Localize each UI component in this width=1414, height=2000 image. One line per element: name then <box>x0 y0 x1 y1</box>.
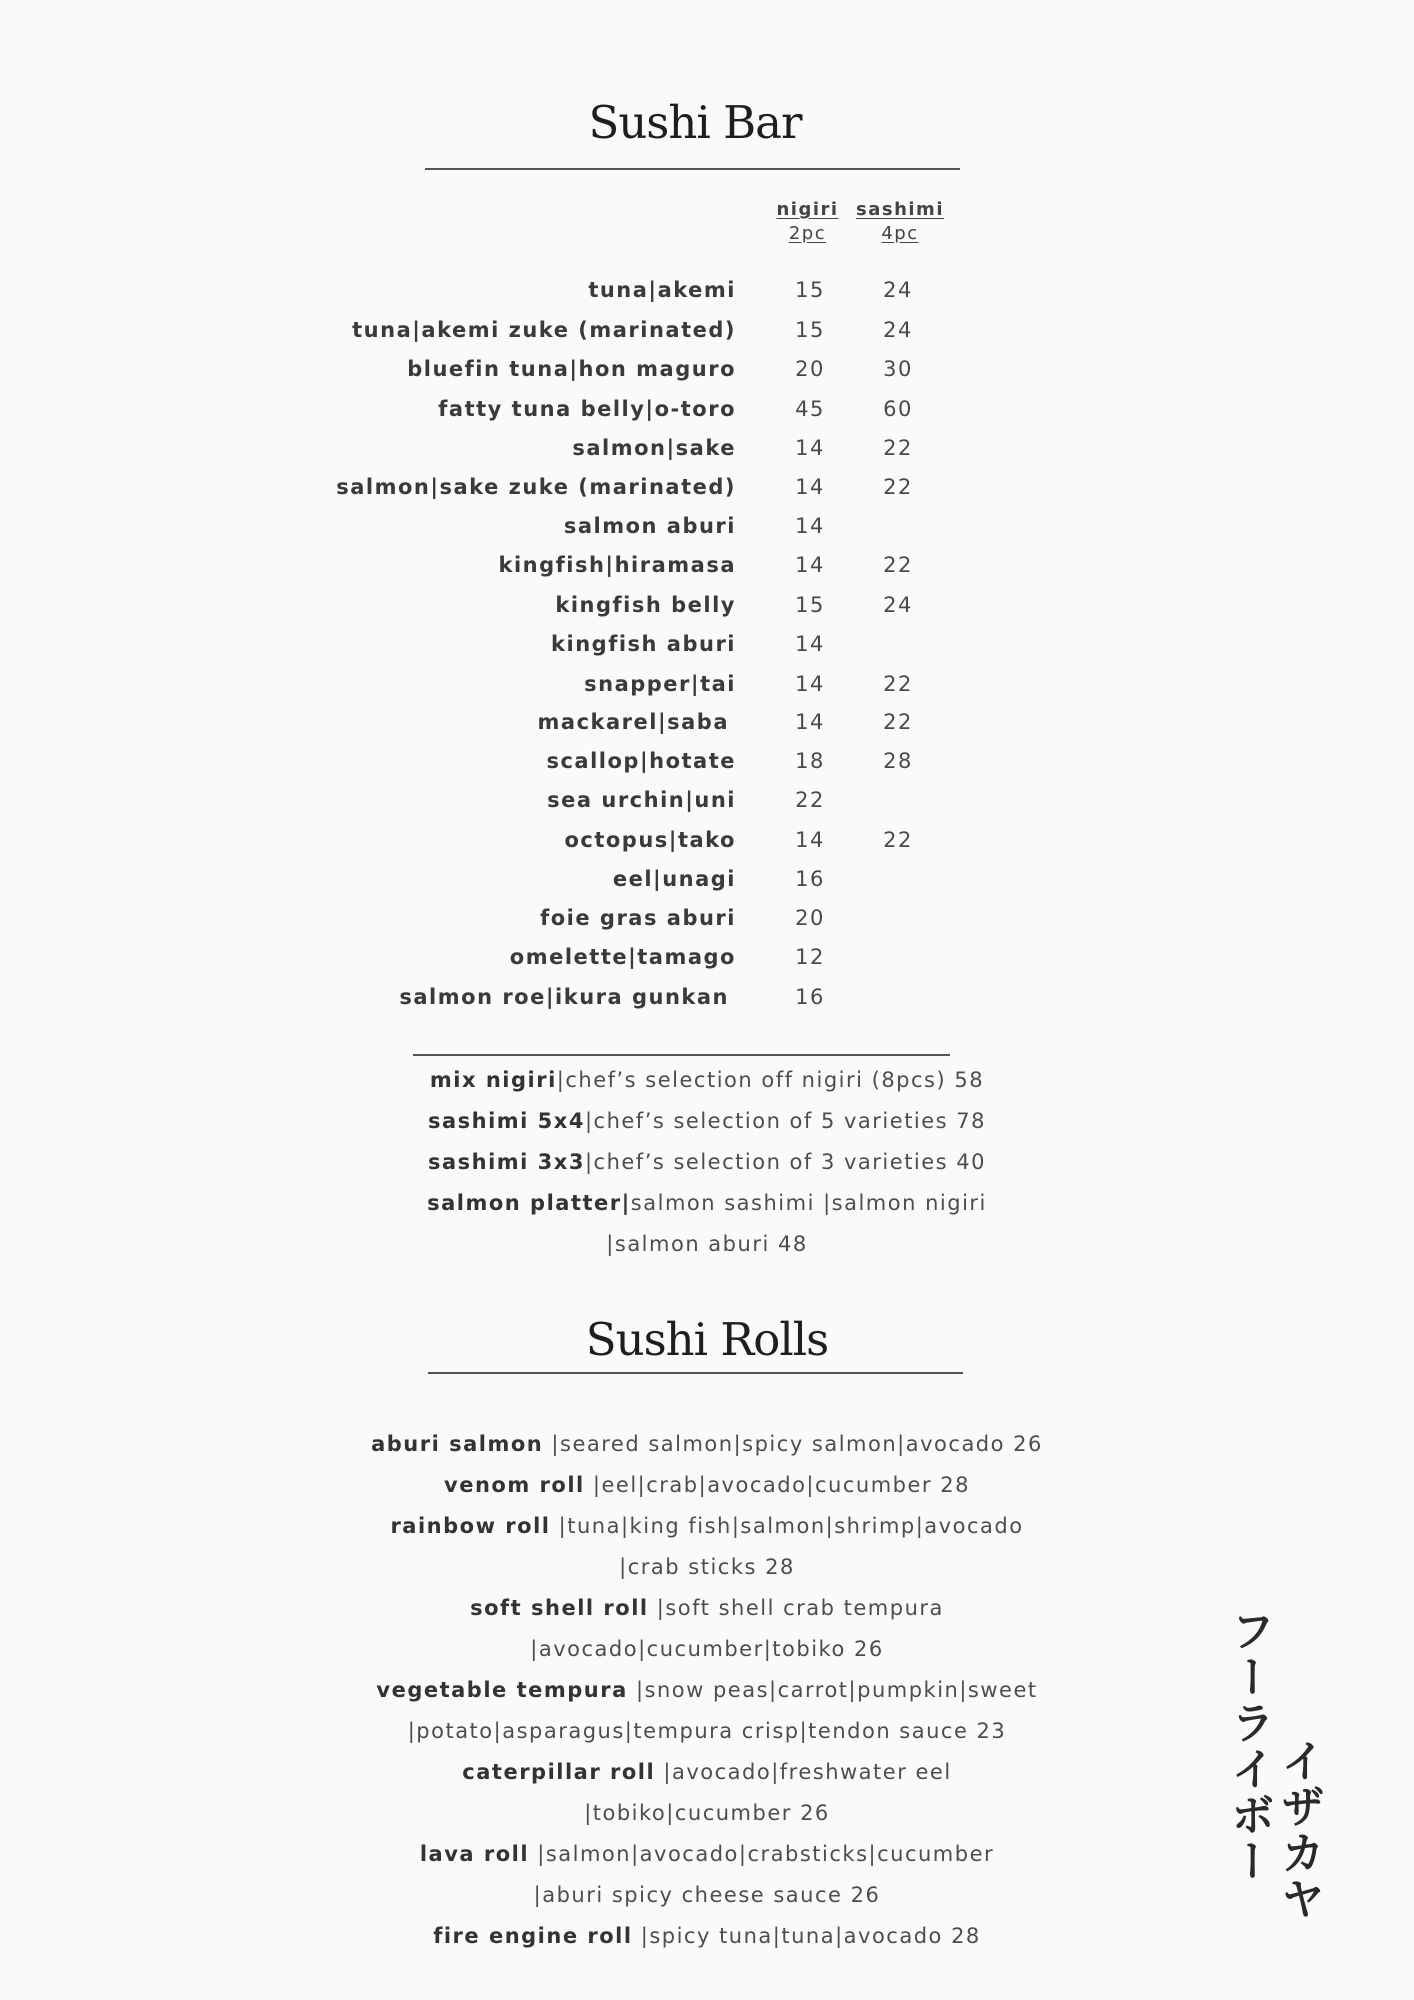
menu-row <box>0 436 1414 466</box>
roll-line <box>0 1432 1414 1456</box>
platter-desc: |chef’s selection of 5 varieties 78 <box>584 1109 987 1133</box>
nigiri-price: 15 <box>795 318 825 342</box>
sashimi-price: 22 <box>883 475 913 499</box>
platter-line <box>0 1150 1414 1174</box>
nigiri-price: 15 <box>795 593 825 617</box>
roll-desc: |salmon|avocado|crabsticks|cucumber <box>529 1842 995 1866</box>
item-name: foie gras aburi <box>540 906 736 930</box>
menu-row <box>0 397 1414 427</box>
platter-name: salmon platter| <box>427 1191 631 1215</box>
nigiri-price: 18 <box>795 749 825 773</box>
item-name: sea urchin|uni <box>547 788 736 812</box>
roll-name: soft shell roll <box>470 1596 649 1620</box>
nigiri-price: 14 <box>795 828 825 852</box>
menu-row <box>0 475 1414 505</box>
roll-name: aburi salmon <box>371 1432 544 1456</box>
nigiri-price: 22 <box>795 788 825 812</box>
roll-line <box>0 1842 1414 1866</box>
item-name: salmon|sake <box>572 436 736 460</box>
roll-name: lava roll <box>419 1842 530 1866</box>
platter-name: sashimi 3x3 <box>427 1150 585 1174</box>
platter-desc: salmon sashimi |salmon nigiri <box>630 1191 987 1215</box>
nigiri-price: 16 <box>795 985 825 1009</box>
roll-name: fire engine roll <box>433 1924 633 1948</box>
nigiri-price: 12 <box>795 945 825 969</box>
platter-line <box>0 1232 1414 1256</box>
sushi-rolls-title: Sushi Rolls <box>585 1313 829 1366</box>
roll-line <box>0 1678 1414 1702</box>
item-name: snapper|tai <box>584 672 736 696</box>
menu-row <box>0 593 1414 623</box>
roll-name: venom roll <box>444 1473 585 1497</box>
menu-row <box>0 318 1414 348</box>
platters-divider <box>413 1054 950 1056</box>
roll-line <box>0 1719 1414 1743</box>
nigiri-price: 14 <box>795 436 825 460</box>
sashimi-price: 30 <box>883 357 913 381</box>
menu-row <box>0 945 1414 975</box>
menu-row <box>0 357 1414 387</box>
roll-name: caterpillar roll <box>462 1760 656 1784</box>
item-name: octopus|tako <box>564 828 736 852</box>
menu-row <box>0 514 1414 544</box>
roll-desc: |soft shell crab tempura <box>648 1596 944 1620</box>
sushi-bar-title: Sushi Bar <box>588 96 802 149</box>
roll-desc: |potato|asparagus|tempura crisp|tendon sauce 23 <box>407 1719 1007 1743</box>
nigiri-label: nigiri <box>776 199 839 220</box>
menu-row <box>0 632 1414 662</box>
item-name: bluefin tuna|hon maguro <box>407 357 736 381</box>
menu-row <box>0 749 1414 779</box>
sashimi-price: 22 <box>883 672 913 696</box>
item-name: salmon roe|ikura gunkan <box>399 985 729 1009</box>
roll-desc: |snow peas|carrot|pumpkin|sweet <box>627 1678 1038 1702</box>
item-name: tuna|akemi <box>588 278 736 302</box>
item-name: mackarel|saba <box>537 710 729 734</box>
roll-desc: |eel|crab|avocado|cucumber 28 <box>584 1473 970 1497</box>
sashimi-qty-label: 4pc <box>881 223 919 244</box>
item-name: eel|unagi <box>612 867 736 891</box>
item-name: fatty tuna belly|o-toro <box>438 397 736 421</box>
roll-line <box>0 1637 1414 1661</box>
roll-desc: |tuna|king fish|salmon|shrimp|avocado <box>550 1514 1024 1538</box>
roll-line <box>0 1596 1414 1620</box>
menu-row <box>0 985 1414 1015</box>
roll-line <box>0 1514 1414 1538</box>
sashimi-label: sashimi <box>856 199 944 220</box>
roll-line <box>0 1555 1414 1579</box>
menu-row <box>0 553 1414 583</box>
roll-desc: |seared salmon|spicy salmon|avocado 26 <box>543 1432 1043 1456</box>
nigiri-price: 14 <box>795 672 825 696</box>
nigiri-qty-label: 2pc <box>788 223 827 244</box>
item-name: omelette|tamago <box>509 945 736 969</box>
sushi-bar-title-rule <box>425 168 960 170</box>
menu-row <box>0 710 1414 740</box>
roll-line <box>0 1473 1414 1497</box>
roll-desc: |avocado|cucumber|tobiko 26 <box>530 1637 884 1661</box>
menu-row <box>0 828 1414 858</box>
roll-line <box>0 1924 1414 1948</box>
nigiri-price: 14 <box>795 553 825 577</box>
sashimi-price: 22 <box>883 553 913 577</box>
platter-desc: |salmon aburi 48 <box>606 1232 808 1256</box>
item-name: salmon aburi <box>563 514 736 538</box>
nigiri-price: 20 <box>795 906 825 930</box>
nigiri-price: 14 <box>795 632 825 656</box>
sashimi-price: 24 <box>883 593 913 617</box>
sushi-rolls-title-rule <box>428 1372 963 1374</box>
sashimi-column-header <box>855 199 945 244</box>
nigiri-price: 14 <box>795 475 825 499</box>
sashimi-price: 22 <box>883 828 913 852</box>
platter-line <box>0 1191 1414 1215</box>
platter-line <box>0 1068 1414 1092</box>
menu-row <box>0 867 1414 897</box>
menu-row <box>0 788 1414 818</box>
vertical-japanese-izakaya: イザカヤ <box>1273 1738 1324 1922</box>
nigiri-price: 45 <box>795 397 825 421</box>
item-name: tuna|akemi zuke (marinated) <box>352 318 736 342</box>
sashimi-price: 22 <box>883 436 913 460</box>
platter-name: mix nigiri <box>429 1068 557 1092</box>
roll-desc: |spicy tuna|tuna|avocado 28 <box>632 1924 981 1948</box>
item-name: kingfish aburi <box>551 632 736 656</box>
nigiri-price: 20 <box>795 357 825 381</box>
nigiri-price: 14 <box>795 514 825 538</box>
roll-name: rainbow roll <box>390 1514 551 1538</box>
platter-desc: |chef’s selection off nigiri (8pcs) 58 <box>556 1068 985 1092</box>
item-name: scallop|hotate <box>546 749 736 773</box>
sashimi-price: 24 <box>883 318 913 342</box>
item-name: kingfish belly <box>555 593 736 617</box>
nigiri-price: 15 <box>795 278 825 302</box>
sashimi-price: 60 <box>883 397 913 421</box>
roll-name: vegetable tempura <box>376 1678 628 1702</box>
item-name: salmon|sake zuke (marinated) <box>336 475 736 499</box>
menu-row <box>0 278 1414 308</box>
nigiri-price: 14 <box>795 710 825 734</box>
roll-desc: |avocado|freshwater eel <box>655 1760 952 1784</box>
roll-desc: |tobiko|cucumber 26 <box>584 1801 830 1825</box>
menu-row <box>0 906 1414 936</box>
item-name: kingfish|hiramasa <box>498 553 736 577</box>
sashimi-price: 24 <box>883 278 913 302</box>
nigiri-column-header <box>770 199 845 244</box>
nigiri-price: 16 <box>795 867 825 891</box>
platter-name: sashimi 5x4 <box>427 1109 585 1133</box>
roll-line <box>0 1760 1414 1784</box>
vertical-japanese-name: フーライボー <box>1223 1608 1274 1884</box>
menu-row <box>0 672 1414 702</box>
sashimi-price: 22 <box>883 710 913 734</box>
sashimi-price: 28 <box>883 749 913 773</box>
roll-desc: |crab sticks 28 <box>619 1555 795 1579</box>
roll-line <box>0 1883 1414 1907</box>
platter-desc: |chef’s selection of 3 varieties 40 <box>584 1150 987 1174</box>
roll-line <box>0 1801 1414 1825</box>
roll-desc: |aburi spicy cheese sauce 26 <box>533 1883 881 1907</box>
platter-line <box>0 1109 1414 1133</box>
